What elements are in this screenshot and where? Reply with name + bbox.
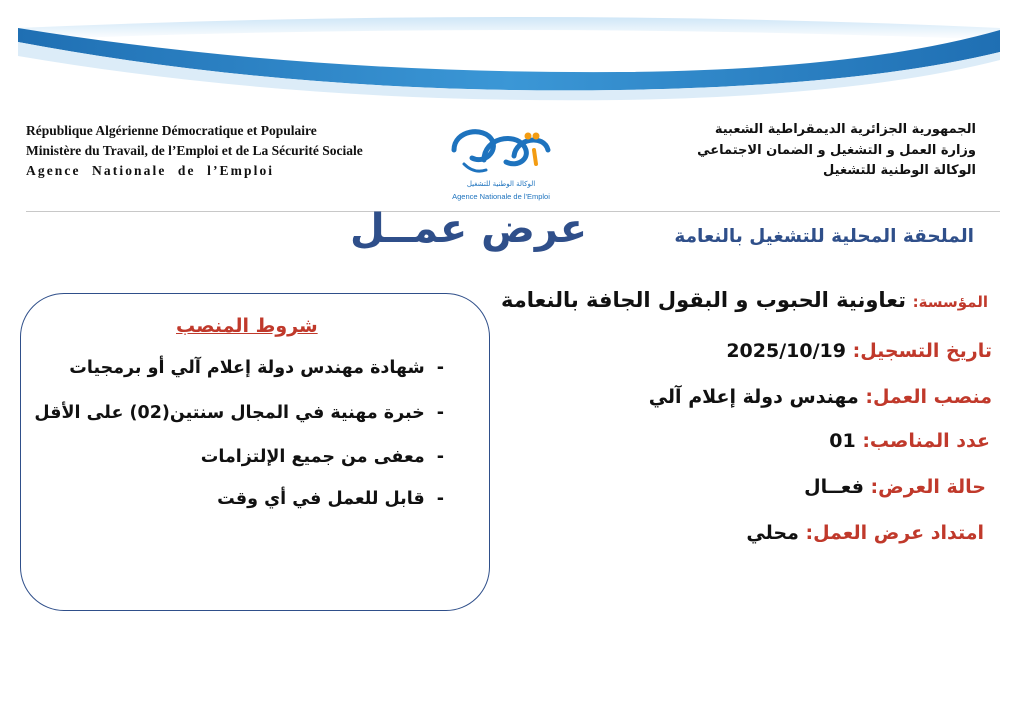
detail-registration-date	[726, 340, 992, 362]
detail-offer-status	[804, 476, 986, 498]
job-offer-title: عرض عمــل	[350, 206, 588, 252]
detail-label: عدد المناصب:	[862, 430, 990, 452]
republic-name-ar: الجمهورية الجزائرية الديمقراطية الشعبية	[714, 122, 976, 137]
detail-value: محلي	[746, 522, 799, 544]
detail-label: امتداد عرض العمل:	[805, 522, 984, 544]
bullet-dash: -	[436, 489, 444, 509]
detail-value: مهندس دولة إعلام آلي	[648, 386, 859, 408]
arabic-letterhead	[697, 120, 976, 182]
ministry-name-fr: Ministère du Travail, de l’Emploi et de La Sécurité Sociale	[26, 143, 363, 158]
condition-item	[201, 447, 444, 467]
condition-text: قابل للعمل في أي وقت	[217, 489, 425, 509]
anem-logo	[436, 120, 566, 204]
agency-name-ar: الوكالة الوطنية للتشغيل	[823, 163, 976, 178]
detail-company	[501, 288, 988, 312]
detail-positions-count	[829, 430, 990, 452]
ministry-name-ar: وزارة العمل و التشغيل و الضمان الاجتماعي	[697, 142, 976, 158]
agency-name-fr: Agence Nationale de l’Emploi	[26, 163, 275, 178]
detail-value: 2025/10/19	[726, 340, 846, 362]
republic-name-fr: République Algérienne Démocratique et Populaire	[26, 123, 317, 138]
condition-text: معفى من جميع الإلتزامات	[200, 447, 425, 467]
detail-label: المؤسسة:	[912, 293, 988, 311]
anem-logo-icon	[444, 120, 558, 178]
local-agency-title: الملحقة المحلية للتشغيل بالنعامة	[674, 226, 974, 247]
condition-text: شهادة مهندس دولة إعلام آلي أو برمجيات	[69, 358, 425, 378]
detail-label: تاريخ التسجيل:	[852, 340, 992, 362]
detail-offer-scope	[746, 522, 984, 544]
condition-item	[34, 403, 444, 423]
bullet-dash: -	[436, 447, 444, 467]
detail-value: 01	[829, 430, 856, 452]
detail-job-position	[649, 386, 992, 408]
condition-item	[217, 489, 444, 509]
detail-label: منصب العمل:	[865, 386, 992, 408]
logo-caption-ar: الوكالة الوطنية للتشغيل	[466, 180, 536, 188]
condition-item	[69, 358, 444, 378]
detail-value: تعاونية الحبوب و البقول الجافة بالنعامة	[501, 288, 907, 312]
bullet-dash: -	[436, 358, 444, 378]
header-wave-banner	[0, 0, 1024, 110]
condition-text: خبرة مهنية في المجال سنتين(02) على الأقل	[34, 403, 425, 423]
french-letterhead	[26, 121, 363, 181]
logo-caption-fr: Agence Nationale de l'Emploi	[452, 192, 550, 201]
detail-value: فعــال	[804, 476, 864, 498]
job-conditions-title: شروط المنصب	[176, 315, 318, 337]
detail-label: حالة العرض:	[870, 476, 986, 498]
bullet-dash: -	[436, 403, 444, 423]
